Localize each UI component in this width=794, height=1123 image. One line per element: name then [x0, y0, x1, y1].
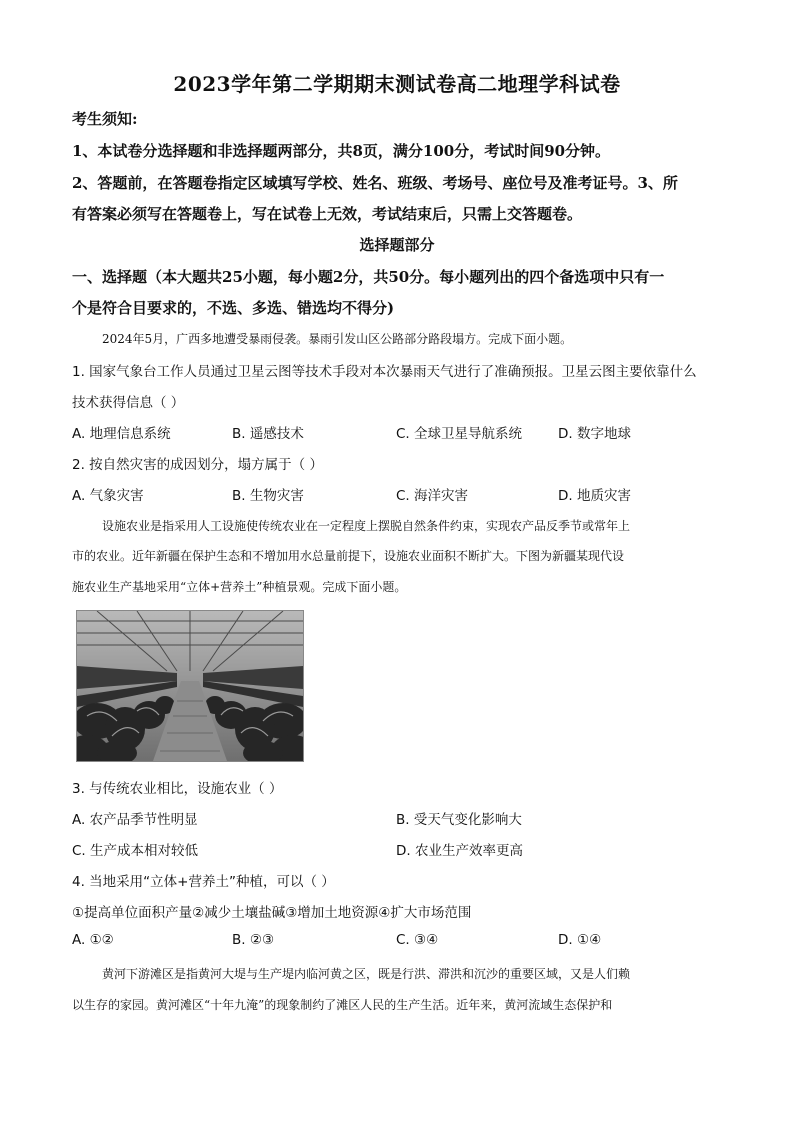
q4-stem: 4. 当地采用“立体+营养土”种植，可以（ ）: [72, 874, 335, 890]
q4-option-b: B. ②③: [232, 932, 275, 948]
passage-2-line-1: 设施农业是指采用人工设施使传统农业在一定程度上摆脱自然条件约束，实现农产品反季节或常年上: [102, 519, 631, 533]
greenhouse-image: [77, 611, 303, 761]
q3-option-d: D. 农业生产效率更高: [396, 843, 523, 859]
notice-line-1: 1、本试卷分选择题和非选择题两部分，共8页，满分100分，考试时间90分钟。: [72, 142, 611, 160]
q3-stem: 3. 与传统农业相比，设施农业（ ）: [72, 781, 283, 797]
section-title: 选择题部分: [359, 236, 435, 254]
q4-statements: ①提高单位面积产量②减少土壤盐碱③增加土地资源④扩大市场范围: [72, 905, 472, 921]
notice-heading: 考生须知:: [72, 110, 138, 128]
passage-3-line-2: 以生存的家园。黄河滩区“十年九淹”的现象制约了滩区人民的生产生活。近年来，黄河流域生态保护和: [72, 998, 613, 1012]
q4-option-c: C. ③④: [396, 932, 439, 948]
q3-option-c: C. 生产成本相对较低: [72, 843, 199, 859]
passage-3-line-1: 黄河下游滩区是指黄河大堤与生产堤内临河黄之区，既是行洪、滞洪和沉沙的重要区域，又是人们赖: [102, 967, 631, 981]
q3-option-b: B. 受天气变化影响大: [396, 812, 522, 828]
passage-2-line-3: 施农业生产基地采用“立体+营养土”种植景观。完成下面小题。: [72, 580, 407, 594]
q2-option-a: A. 气象灾害: [72, 488, 144, 504]
greenhouse-photo: [76, 610, 304, 762]
q2-option-c: C. 海洋灾害: [396, 488, 469, 504]
part1-instructions-1: 一、选择题（本大题共25小题，每小题2分，共50分。每小题列出的四个备选项中只有一: [72, 268, 665, 286]
q1-option-b: B. 遥感技术: [232, 426, 304, 442]
q1-stem-b: 技术获得信息（ ）: [72, 395, 185, 411]
q3-option-a: A. 农产品季节性明显: [72, 812, 198, 828]
passage-2-line-2: 市的农业。近年新疆在保护生态和不增加用水总量前提下，设施农业面积不断扩大。下图为新疆某现代设: [72, 549, 625, 563]
notice-line-2a: 2、答题前，在答题卷指定区域填写学校、姓名、班级、考场号、座位号及准考证号。3、所: [72, 174, 678, 192]
q4-option-a: A. ①②: [72, 932, 114, 948]
notice-line-2b: 有答案必须写在答题卷上，写在试卷上无效，考试结束后，只需上交答题卷。: [72, 205, 583, 223]
q2-stem: 2. 按自然灾害的成因划分，塌方属于（ ）: [72, 457, 323, 473]
q1-option-d: D. 数字地球: [558, 426, 631, 442]
exam-title: 2023学年第二学期期末测试卷高二地理学科试卷: [173, 72, 621, 96]
q1-stem-a: 1. 国家气象台工作人员通过卫星云图等技术手段对本次暴雨天气进行了准确预报。卫星云图主要依靠什么: [72, 364, 697, 380]
passage-1: 2024年5月，广西多地遭受暴雨侵袭。暴雨引发山区公路部分路段塌方。完成下面小题。: [102, 332, 573, 346]
q2-option-b: B. 生物灾害: [232, 488, 304, 504]
part1-instructions-2: 个是符合目要求的，不选、多选、错选均不得分): [72, 299, 395, 317]
q1-option-a: A. 地理信息系统: [72, 426, 171, 442]
q4-option-d: D. ①④: [558, 932, 602, 948]
q2-option-d: D. 地质灾害: [558, 488, 631, 504]
q1-option-c: C. 全球卫星导航系统: [396, 426, 523, 442]
